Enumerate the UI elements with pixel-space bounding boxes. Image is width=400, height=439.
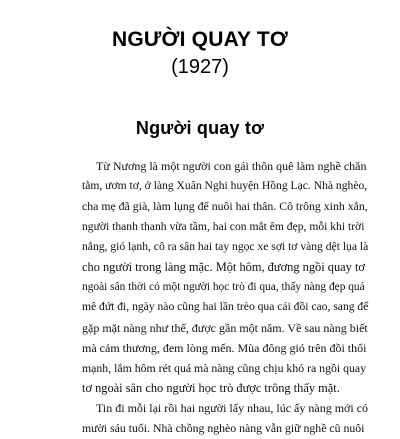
- body-text: [82, 156, 368, 439]
- text-line: Từ Nương là một người con gái thôn quê làm nghề chăn: [96, 159, 367, 173]
- text-line: ngoài sân thời có một người học trò đi qua, thấy nàng đẹp quá: [82, 281, 365, 294]
- text-line: tơ ngoài sân cho người học trò được trông thấy mặt.: [82, 381, 340, 396]
- chapter-year: (1927): [171, 56, 229, 78]
- text-line: nắng, gió lạnh, cô ra sân hai tay ngọc xe sợi tơ vàng dệt lụa là: [82, 239, 369, 253]
- section-title: Người quay tơ: [135, 118, 265, 138]
- text-line: mười sáu tuổi. Nhà chồng nghèo nàng vẫn giữ nghề cũ nuôi: [82, 421, 365, 436]
- text-line: mà cảm thương, đem lòng mến. Mùa đông gió trên đồi thổi: [82, 340, 367, 355]
- text-line: Tin đi mỗi lại rồi hai người lấy nhau, lúc ấy nàng mới có: [96, 401, 369, 416]
- text-line: tằm, ươm tơ, ở làng Xuân Nghi huyện Hồng Lạc. Nhà nghèo,: [82, 179, 368, 193]
- text-line: gặp mặt nàng như thế, được gần một năm. Về sau nàng biết: [82, 320, 368, 335]
- paragraph-1: [82, 156, 368, 398]
- text-line: mê đứt đi, ngày nào cũng hai lần trèo qua cái đồi cao, sang để: [82, 300, 369, 314]
- text-line: cha mẹ đã già, làm lụng để nuôi hai thân. Cô trông xinh xắn,: [82, 199, 368, 214]
- text-line: người thanh thanh vừa tầm, hai con mắt êm đẹp, mỗi khi trời: [82, 219, 365, 233]
- text-line: mạnh, lắm hôm rét quá mà nàng cũng chịu khó ra ngồi quay: [82, 360, 367, 375]
- paragraph-2: [82, 398, 368, 438]
- chapter-title: NGƯỜI QUAY TƠ: [111, 28, 289, 51]
- text-line: cho người trong làng mặc. Một hôm, đương ngồi quay tơ: [82, 259, 365, 274]
